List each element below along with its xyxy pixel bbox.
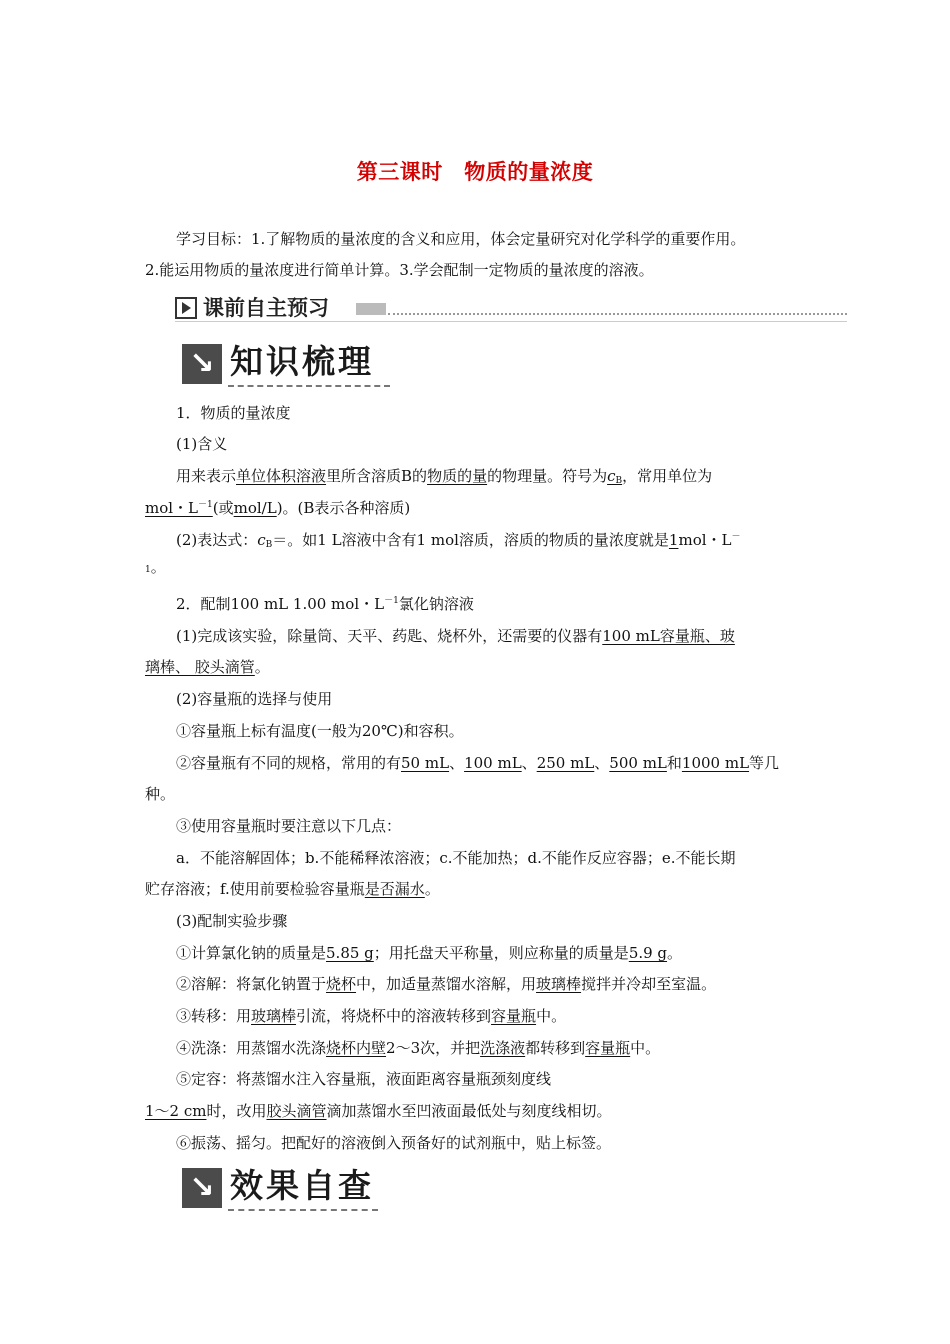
arrow-icon: ↘	[182, 344, 222, 384]
objectives-line-1: 学习目标：1.了解物质的量浓度的含义和应用，体会定量研究对化学科学的重要作用。	[176, 230, 746, 248]
subheading-steps: (3)配制实验步骤	[176, 912, 288, 930]
step-4: ④洗涤：用蒸馏水洗涤烧杯内壁2～3次，并把洗涤液都转移到容量瓶中。	[176, 1039, 661, 1057]
subheading-selection: (2)容量瓶的选择与使用	[176, 690, 333, 708]
expression-line: (2)表达式：$c_B=$。如1 L溶液中含有1 mol溶质，溶质的物质的量浓度就是1mol・L－	[176, 531, 741, 550]
section-title-check: 效果自查	[230, 1166, 374, 1205]
selection-item-2: ②容量瓶有不同的规格，常用的有50 mL、100 mL、250 mL、500 mL和1000 mL等几	[176, 754, 780, 772]
decorative-bar	[356, 303, 386, 315]
expression-line-2: 1。	[145, 558, 166, 576]
section-title-preview: 课前自主预习	[203, 296, 329, 320]
meaning-line-2: mol・$L^{-1}$(或mol/L)。(B表示各种溶质)	[145, 499, 411, 517]
step-2: ②溶解：将氯化钠置于烧杯中，加适量蒸馏水溶解，用玻璃棒搅拌并冷却至室温。	[176, 975, 717, 993]
page-title: 第三课时 物质的量浓度	[356, 160, 594, 184]
section-banner-preview	[175, 294, 847, 322]
selection-item-1: ①容量瓶上标有温度(一般为20℃)和容积。	[176, 722, 464, 740]
dotted-divider	[388, 313, 847, 315]
arrow-icon	[175, 297, 197, 319]
arrow-icon: ↘	[182, 1168, 222, 1208]
instruments-line-2: 璃棒、 胶头滴管。	[145, 658, 270, 676]
subheading-meaning: (1)含义	[176, 435, 228, 453]
step-6: ⑥振荡、摇匀。把配好的溶液倒入预备好的试剂瓶中，贴上标签。	[176, 1134, 612, 1152]
dashed-underline	[228, 385, 390, 387]
meaning-line-1: 用来表示单位体积溶液里所含溶质B的物质的量的物理量。符号为$c_B$，常用单位为	[176, 467, 713, 486]
divider-line	[175, 321, 847, 322]
heading-2: 2．配制100 mL 1.00 mol・$L^{-1}$氯化钠溶液	[176, 595, 474, 613]
step-5-cont: 1～2 cm时，改用胶头滴管滴加蒸馏水至凹液面最低处与刻度线相切。	[145, 1102, 612, 1120]
instruments-line-1: (1)完成该实验，除量筒、天平、药匙、烧杯外，还需要的仪器有100 mL容量瓶、玻	[176, 627, 735, 645]
section-banner-check	[182, 1168, 382, 1212]
step-3: ③转移：用玻璃棒引流，将烧杯中的溶液转移到容量瓶中。	[176, 1007, 567, 1025]
selection-item-3: ③使用容量瓶时要注意以下几点：	[176, 817, 402, 835]
heading-1: 1．物质的量浓度	[176, 404, 291, 422]
section-title-knowledge: 知识梳理	[230, 342, 374, 381]
dashed-underline	[228, 1209, 378, 1211]
step-5: ⑤定容：将蒸馏水注入容量瓶，液面距离容量瓶颈刻度线	[176, 1070, 552, 1088]
precautions-line-1: a．不能溶解固体；b.不能稀释浓溶液；c.不能加热；d.不能作反应容器；e.不能长期	[176, 849, 736, 867]
objectives-line-2: 2.能运用物质的量浓度进行简单计算。3.学会配制一定物质的量浓度的溶液。	[145, 261, 654, 279]
precautions-line-2: 贮存溶液；f.使用前要检验容量瓶是否漏水。	[145, 880, 440, 898]
section-banner-knowledge	[182, 344, 392, 388]
step-1: ①计算氯化钠的质量是5.85 g；用托盘天平称量，则应称量的质量是5.9 g。	[176, 944, 683, 962]
selection-item-2-cont: 种。	[145, 785, 176, 803]
